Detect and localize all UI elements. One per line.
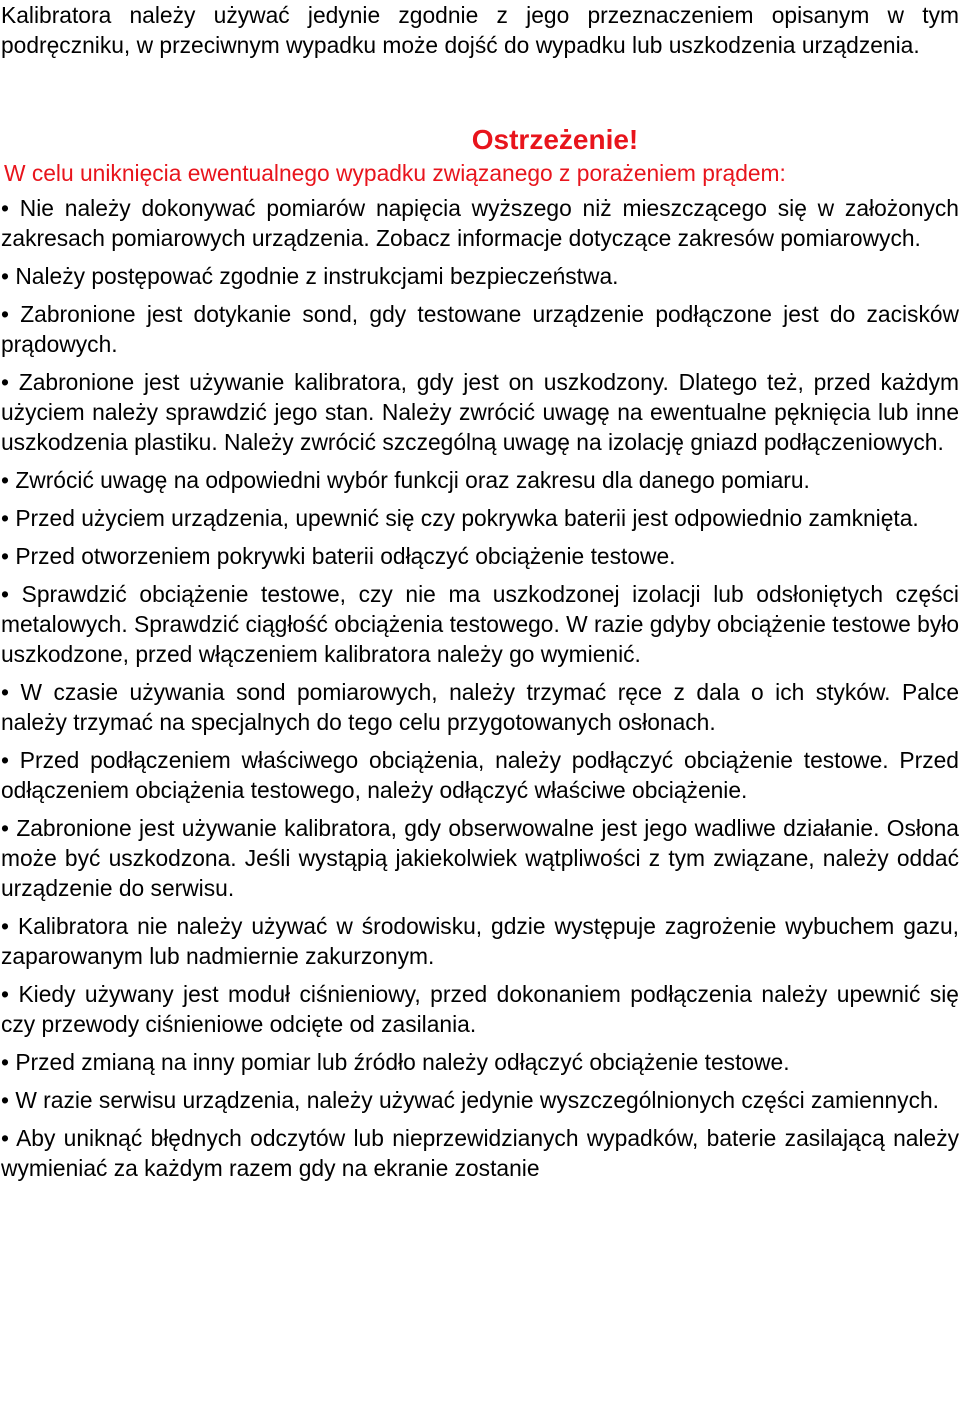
- bullet-icon: •: [1, 505, 9, 531]
- list-item-text: Należy postępować zgodnie z instrukcjami bezpieczeństwa.: [15, 263, 619, 289]
- list-item-text: Przed zmianą na inny pomiar lub źródło należy odłączyć obciążenie testowe.: [15, 1049, 790, 1075]
- list-item-text: W razie serwisu urządzenia, należy używać jedynie wyszczególnionych części zamiennych.: [15, 1087, 939, 1113]
- bullet-icon: •: [1, 581, 9, 607]
- list-item: [1, 465, 959, 495]
- list-item-text: Przed użyciem urządzenia, upewnić się czy pokrywka baterii jest odpowiednio zamknięta.: [15, 505, 919, 531]
- list-item: [1, 261, 959, 291]
- bullet-icon: •: [1, 543, 9, 569]
- intro-paragraph: Kalibratora należy używać jedynie zgodnie z jego przeznaczeniem opisanym w tym podręczniku, w przeciwnym wypadku może dojść do wypadku lub uszkodzenia urządzenia.: [1, 2, 959, 58]
- list-item: [1, 745, 959, 805]
- list-item-text: Przed otworzeniem pokrywki baterii odłączyć obciążenie testowe.: [15, 543, 676, 569]
- list-item: [1, 541, 959, 571]
- list-item-text: Zabronione jest używanie kalibratora, gdy jest on uszkodzony. Dlatego też, przed każdym użyciem należy sprawdzić jego stan. Należy zwrócić uwagę na ewentualne pęknięcia lub inne uszkodzenia plastiku. Należy zwrócić szczególną uwagę na izolację gniazd podłączeniowych.: [1, 369, 959, 455]
- bullet-icon: •: [1, 1125, 9, 1151]
- list-item: [1, 193, 959, 253]
- warning-list: [1, 193, 959, 1183]
- bullet-icon: •: [1, 467, 9, 493]
- bullet-icon: •: [1, 369, 9, 395]
- list-item-text: Nie należy dokonywać pomiarów napięcia wyższego niż mieszczącego się w założonych zakresach pomiarowych urządzenia. Zobacz informacje dotyczące zakresów pomiarowych.: [1, 195, 959, 251]
- bullet-icon: •: [1, 195, 9, 221]
- bullet-icon: •: [1, 301, 9, 327]
- list-item-text: Kiedy używany jest moduł ciśnieniowy, przed dokonaniem podłączenia należy upewnić się czy przewody ciśnieniowe odcięte od zasilania.: [1, 981, 959, 1037]
- bullet-icon: •: [1, 815, 9, 841]
- list-item: [1, 503, 959, 533]
- list-item: [1, 813, 959, 903]
- list-item: [1, 979, 959, 1039]
- list-item-text: Aby uniknąć błędnych odczytów lub nieprzewidzianych wypadków, baterie zasilającą należy wymieniać za każdym razem gdy na ekranie zostanie: [1, 1125, 960, 1181]
- list-item-text: Sprawdzić obciążenie testowe, czy nie ma uszkodzonej izolacji lub odsłoniętych części metalowych. Sprawdzić ciągłość obciążenia testowego. W razie gdyby obciążenie testowe było uszkodzone, przed włączeniem kalibratora należy go wymienić.: [1, 581, 959, 667]
- list-item: [1, 677, 959, 737]
- list-item-text: Kalibratora nie należy używać w środowisku, gdzie występuje zagrożenie wybuchem gazu, zaparowanym lub nadmiernie zakurzonym.: [1, 913, 959, 969]
- list-item: [1, 579, 959, 669]
- bullet-icon: •: [1, 1087, 9, 1113]
- list-item: [1, 911, 959, 971]
- list-item-text: Zabronione jest używanie kalibratora, gdy obserwowalne jest jego wadliwe działanie. Osłona może być uszkodzona. Jeśli wystąpią jakiekolwiek wątpliwości z tym związane, należy oddać urządzenie do serwisu.: [1, 815, 959, 901]
- list-item-text: Zwrócić uwagę na odpowiedni wybór funkcji oraz zakresu dla danego pomiaru.: [15, 467, 810, 493]
- bullet-icon: •: [1, 981, 9, 1007]
- list-item: [1, 299, 959, 359]
- list-item: [1, 367, 959, 457]
- bullet-icon: •: [1, 1049, 9, 1075]
- bullet-icon: •: [1, 747, 9, 773]
- bullet-icon: •: [1, 913, 9, 939]
- bullet-icon: •: [1, 263, 9, 289]
- list-item: [1, 1085, 959, 1115]
- list-item-text: Przed podłączeniem właściwego obciążenia, należy podłączyć obciążenie testowe. Przed odłączeniem obciążenia testowego, należy odłączyć właściwe obciążenie.: [1, 747, 959, 803]
- list-item-text: Zabronione jest dotykanie sond, gdy testowane urządzenie podłączone jest do zacisków prądowych.: [1, 301, 959, 357]
- list-item: [1, 1123, 959, 1183]
- list-item: [1, 1047, 959, 1077]
- list-item-text: W czasie używania sond pomiarowych, należy trzymać ręce z dala o ich styków. Palce należy trzymać na specjalnych do tego celu przygotowanych osłonach.: [1, 679, 959, 735]
- warning-subheading: W celu uniknięcia ewentualnego wypadku związanego z porażeniem prądem:: [4, 160, 786, 186]
- warning-heading: Ostrzeżenie!: [471, 124, 639, 155]
- bullet-icon: •: [1, 679, 9, 705]
